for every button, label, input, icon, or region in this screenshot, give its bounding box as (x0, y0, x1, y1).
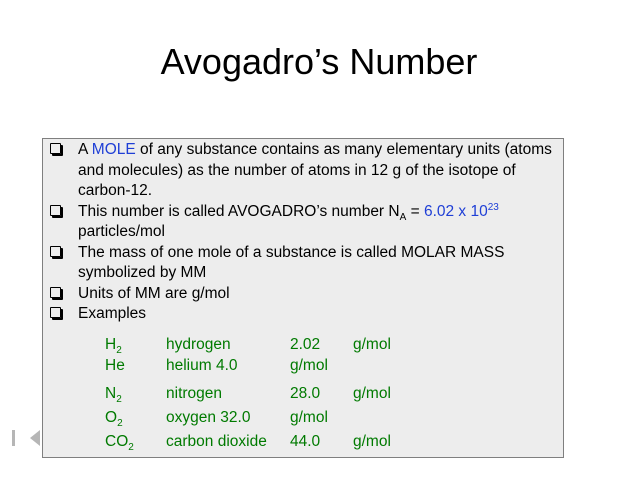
example-name: helium 4.0 (166, 357, 238, 374)
example-formula: $O_2$ (105, 409, 123, 429)
example-formula: $N_2$ (105, 385, 122, 405)
examples-table (105, 336, 405, 451)
bullet-text: This number is called AVOGADRO’s number N (78, 202, 400, 220)
example-value: g/mol (290, 409, 328, 426)
example-unit: g/mol (353, 433, 391, 450)
avogadro-value: 6.02 x 10 (423, 202, 488, 220)
previous-slide-button[interactable] (12, 430, 42, 446)
example-value: g/mol (290, 357, 328, 374)
checkbox-bullet-icon (50, 143, 61, 154)
bullet-avogadro-number (43, 202, 563, 243)
example-name: hydrogen (166, 336, 231, 353)
bullet-mm-units (43, 284, 563, 305)
example-name: carbon dioxide (166, 433, 267, 450)
example-value: 28.0 (290, 385, 321, 402)
bullet-text: A (78, 141, 92, 158)
example-name: nitrogen (166, 385, 223, 402)
bullet-mole-definition (43, 140, 563, 202)
bullet-text: Units of MM are g/mol (78, 284, 230, 302)
checkbox-bullet-icon (50, 307, 61, 318)
bullet-text: particles/mol (78, 223, 165, 240)
nav-bar-icon (12, 430, 15, 446)
bullet-text: Examples (78, 305, 147, 322)
avogadro-exponent: 23 (487, 201, 499, 213)
example-value: 2.02 (290, 336, 321, 353)
example-unit: g/mol (353, 385, 391, 402)
avogadro-subscript: A (399, 211, 407, 223)
example-value: 44.0 (290, 433, 321, 450)
bullet-text: The mass of one mole of a substance is called MOLAR MASS symbolized by MM (78, 243, 505, 281)
example-row (105, 433, 405, 456)
checkbox-bullet-icon (50, 287, 61, 298)
bullet-text: = (406, 202, 424, 220)
example-formula: $H_2$ (105, 336, 122, 356)
example-row (105, 385, 405, 408)
example-row (105, 357, 405, 380)
bullet-examples (43, 304, 563, 325)
example-name: oxygen 32.0 (166, 409, 251, 426)
bullet-list (43, 140, 563, 325)
previous-slide-icon (30, 430, 40, 446)
example-formula: He (105, 357, 125, 374)
checkbox-bullet-icon (50, 205, 61, 216)
mole-highlight: MOLE (91, 141, 136, 158)
example-formula: $CO_2$ (105, 433, 134, 453)
checkbox-bullet-icon (50, 246, 61, 257)
bullet-text: of any substance contains as many elementary units (atoms and molecules) as the number of atoms in 12 g of the isotope of carbon-12. (78, 141, 552, 199)
example-row (105, 336, 405, 359)
example-unit: g/mol (353, 336, 391, 353)
slide-title: Avogadro’s Number (160, 41, 478, 82)
bullet-molar-mass (43, 243, 563, 284)
example-row (105, 409, 405, 432)
